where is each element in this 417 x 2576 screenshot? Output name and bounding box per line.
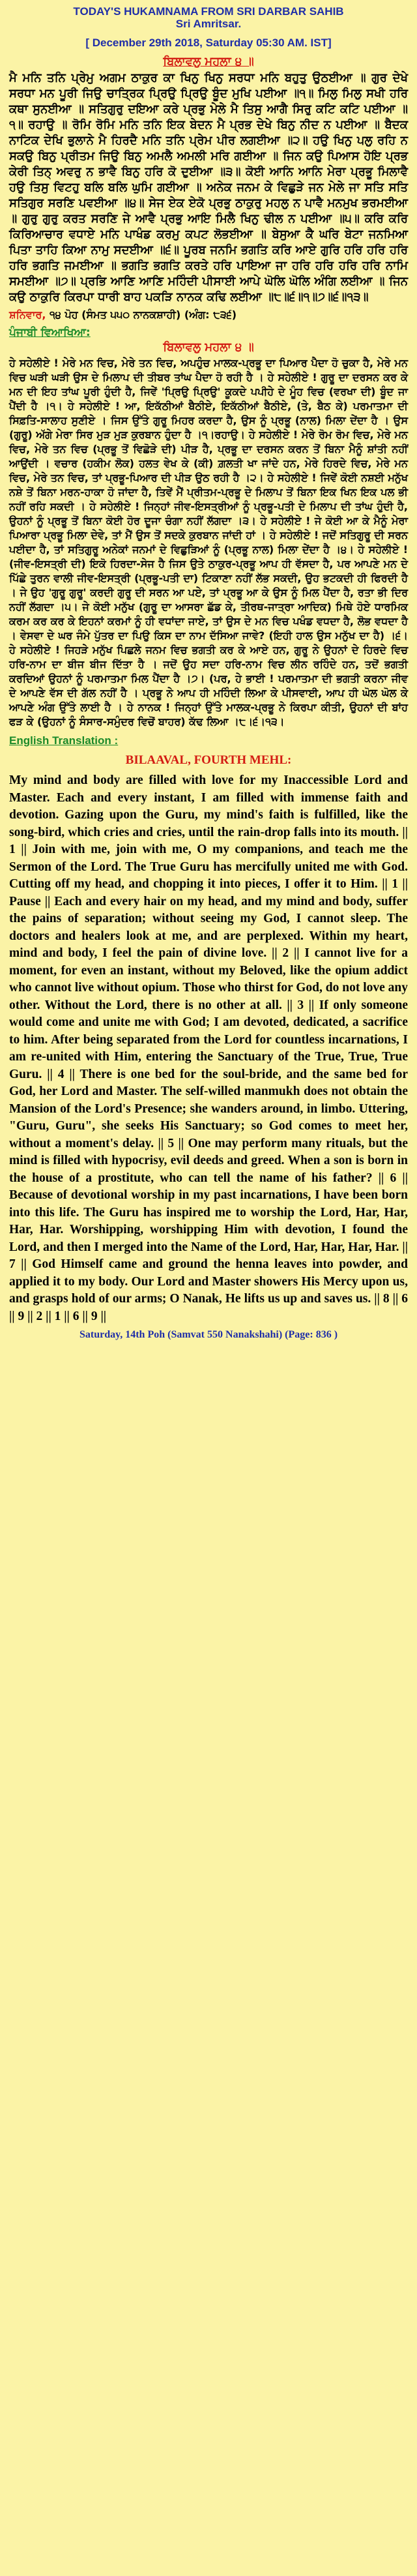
gurbani-reference: [9, 308, 408, 322]
gurbani-title: ਬਿਲਾਵਲੁ ਮਹਲਾ ੪ ॥: [163, 55, 254, 68]
english-title: BILAAVAL, FOURTH MEHL:: [125, 753, 292, 767]
punjabi-section-label: ਪੰਜਾਬੀ ਵਿਆਖਿਆ:: [9, 326, 91, 339]
date-line: [ December 29th 2018, Saturday 05:30 AM. IST]: [85, 37, 332, 49]
english-section-label: English Translation :: [9, 734, 119, 747]
location-subtitle: Sri Amritsar.: [175, 18, 242, 30]
english-text: My mind and body are filled with love for my Inaccessible Lord and Master. Each and every instant, I am filled with immense faith and devotion. Gazing upon the Guru, my mind's faith is fulfilled, like the song-bird, which cries and cries, until the rain-drop falls into its mouth. || 1 || Join with me, join with me, O my companions, and teach me the Sermon of the Lord. The True Guru has mercifully united me with God. Cutting off my head, and chopping it into pieces, I offer it to Him. || 1 || Pause || Each and every hair on my head, and my mind and body, suffer the pains of separation; without seeing my God, I cannot sleep. The doctors and healers look at me, and are perplexed. Within my heart, mind and body, I feel the pain of divine love. || 2 || I cannot live for a moment, for even an instant, without my Beloved, like the opium addict who cannot live without opium. Those who thirst for God, do not love any other. Without the Lord, there is no other at all. || 3 || If only someone would come and unite me with God; I am devoted, dedicated, a sacrifice to him. After being separated from the Lord for countless incarnations, I am re-united with Him, entering the Sanctuary of the True, True, True Guru. || 4 || There is one bed for the soul-bride, and the same bed for God, her Lord and Master. The self-willed manmukh does not obtain the Mansion of the Lord's Presence; she wanders around, in limbo. Uttering, "Guru, Guru", she seeks His Sanctuary; so God comes to meet her, without a moment's delay. || 5 || One may perform many rituals, but the mind is filled with hypocrisy, evil deeds and greed. When a son is born in the house of a prostitute, who can tell the name of his father? || 6 || Because of devotional worship in my past incarnations, I have been born into this life. The Guru has inspired me to worship the Lord, Har, Har, Har, Har. Worshipping, worshipping Him with devotion, I found the Lord, and then I merged into the Name of the Lord, Har, Har, Har, Har. || 7 || God Himself came and ground the henna leaves into powder, and applied it to my body. Our Lord and Master showers His Mercy upon us, and grasps hold of our arms; O Nanak, He lifts us up and saves us. || 8 || 6 || 9 || 2 || 1 || 6 || 9 ||: [9, 773, 408, 1323]
page-header: [9, 5, 408, 51]
page-footer: Saturday, 14th Poh (Samvat 550 Nanakshahi) (Page: 836 ): [79, 1329, 338, 1340]
reference-day: ਸ਼ਨਿਵਾਰ,: [9, 308, 46, 321]
punjabi-text: ਹੇ ਸਹੇਲੀਏ ! ਮੇਰੇ ਮਨ ਵਿਚ, ਮੇਰੇ ਤਨ ਵਿਚ, ਅਪਹੁੰਚ ਮਾਲਕ-ਪ੍ਰਭੂ ਦਾ ਪਿਆਰ ਪੈਦਾ ਹੋ ਚੁਕਾ ਹੈ, ਮੇਰੇ ਮਨ ਵਿਚ ਘੜੀ ਘੜੀ ਉਸ ਦੇ ਮਿਲਾਪ ਦੀ ਤੀਬਰ ਤਾਂਘ ਪੈਦਾ ਹੋ ਰਹੀ ਹੈ । ਹੇ ਸਹੇਲੀਏ ! ਗੁਰੂ ਦਾ ਦਰਸਨ ਕਰ ਕੇ ਮਨ ਦੀ ਇਹ ਤਾਂਘ ਪੂਰੀ ਹੁੰਦੀ ਹੈ, ਜਿਵੇਂ 'ਪ੍ਰਿਉ ਪ੍ਰਿਉ' ਕੂਕਦੇ ਪਪੀਹੇ ਦੇ ਮੂੰਹ ਵਿਚ (ਵਰਖਾ ਦੀ) ਬੂੰਦ ਜਾ ਪੈਂਦੀ ਹੈ ।੧। ਹੇ ਸਹੇਲੀਏ ! ਆ, ਇਕੱਠੀਆਂ ਬੈਠੀਏ, ਇਕੱਠੀਆਂ ਬੈਠੀਏ, (ਤੇ, ਬੈਠ ਕੇ) ਪਰਮਾਤਮਾ ਦੀ ਸਿਫ਼ਤਿ-ਸਾਲਾਹ ਸੁਣੀਏ । ਜਿਸ ਉੱਤੇ ਗੁਰੂ ਮਿਹਰ ਕਰਦਾ ਹੈ, ਉਸ ਨੂੰ ਪ੍ਰਭੂ (ਨਾਲ) ਮਿਲਾ ਦੇਂਦਾ ਹੈ । ਉਸ (ਗੁਰੂ) ਅੱਗੇ ਮੇਰਾ ਸਿਰ ਮੁੜ ਮੁੜ ਕੁਰਬਾਨ ਹੁੰਦਾ ਹੈ ।੧।ਰਹਾਉ। ਹੇ ਸਹੇਲੀਏ ! ਮੇਰੇ ਰੋਮ ਰੋਮ ਵਿਚ, ਮੇਰੇ ਮਨ ਵਿਚ, ਮੇਰੇ ਤਨ ਵਿਚ (ਪ੍ਰਭੂ ਤੋਂ ਵਿਛੋੜੇ ਦੀ) ਪੀੜ ਹੈ, ਪ੍ਰਭੂ ਦਾ ਦਰਸਨ ਕਰਨ ਤੋਂ ਬਿਨਾ ਮੈਨੂੰ ਸ਼ਾਂਤੀ ਨਹੀਂ ਆਉਂਦੀ । ਵਚਾਰ (ਹਕੀਮ ਲੋਕ) ਹਲਤ ਵੇਖ ਕੇ (ਕੀ) ਗ਼ਲਤੀ ਖਾ ਜਾਂਦੇ ਹਨ, ਮੇਰੇ ਹਿਰਦੇ ਵਿਚ, ਮੇਰੇ ਮਨ ਵਿਚ, ਮੇਰੇ ਤਨ ਵਿਚ, ਤਾਂ ਪ੍ਰਭੂ-ਪਿਆਰ ਦੀ ਪੀੜ ਉਠ ਰਹੀ ਹੈ ।੨। ਹੇ ਸਹੇਲੀਏ ! ਜਿਵੇਂ ਕੋਈ ਨਸ਼ਈ ਮਨੁੱਖ ਨਸ਼ੇ ਤੋਂ ਬਿਨਾ ਮਰਨ-ਹਾਕਾ ਹੋ ਜਾਂਦਾ ਹੈ, ਤਿਵੇਂ ਮੈਂ ਪ੍ਰੀਤਮ-ਪ੍ਰਭੂ ਦੇ ਮਿਲਾਪ ਤੋਂ ਬਿਨਾ ਇਕ ਖਿਨ ਇਕ ਪਲ ਭੀ ਨਹੀਂ ਰਹਿ ਸਕਦੀ । ਹੇ ਸਹੇਲੀਏ ! ਜਿਨ੍ਹਾਂ ਜੀਵ-ਇਸਤ੍ਰੀਆਂ ਨੂੰ ਪ੍ਰਭੂ-ਪਤੀ ਦੇ ਮਿਲਾਪ ਦੀ ਤਾਂਘ ਹੁੰਦੀ ਹੈ, ਉਹਨਾਂ ਨੂੰ ਪ੍ਰਭੂ ਤੋਂ ਬਿਨਾ ਕੋਈ ਹੋਰ ਦੂਜਾ ਚੰਗਾ ਨਹੀਂ ਲੱਗਦਾ ।੩। ਹੇ ਸਹੇਲੀਏ ! ਜੇ ਕੋਈ ਆ ਕੇ ਮੈਨੂੰ ਮੇਰਾ ਪਿਆਰਾ ਪ੍ਰਭੂ ਮਿਲਾ ਦੇਵੇ, ਤਾਂ ਮੈਂ ਉਸ ਤੋਂ ਸਦਕੇ ਕੁਰਬਾਨ ਜਾਂਦੀ ਹਾਂ । ਹੇ ਸਹੇਲੀਏ ! ਜਦੋਂ ਸਤਿਗੁਰੂ ਦੀ ਸਰਨ ਪਈਦਾ ਹੈ, ਤਾਂ ਸਤਿਗੁਰੂ ਅਨੇਕਾਂ ਜਨਮਾਂ ਦੇ ਵਿਛੁੜਿਆਂ ਨੂੰ (ਪ੍ਰਭੂ ਨਾਲ) ਮਿਲਾ ਦੇਂਦਾ ਹੈ ।੪। ਹੇ ਸਹੇਲੀਏ ! (ਜੀਵ-ਇਸਤ੍ਰੀ ਦੀ) ਇਕੋ ਹਿਰਦਾ-ਸੇਜ ਹੈ ਜਿਸ ਉਤੇ ਠਾਕੁਰ-ਪ੍ਰਭੂ ਆਪ ਹੀ ਵੱਸਦਾ ਹੈ, ਪਰ ਆਪਣੇ ਮਨ ਦੇ ਪਿੱਛੇ ਤੁਰਨ ਵਾਲੀ ਜੀਵ-ਇਸਤ੍ਰੀ (ਪ੍ਰਭੂ-ਪਤੀ ਦਾ) ਟਿਕਾਣਾ ਨਹੀਂ ਲੱਭ ਸਕਦੀ, ਉਹ ਭਟਕਦੀ ਹੀ ਫਿਰਦੀ ਹੈ । ਜੇ ਉਹ 'ਗੁਰੂ ਗੁਰੂ' ਕਰਦੀ ਗੁਰੂ ਦੀ ਸਰਨ ਆ ਪਏ, ਤਾਂ ਪ੍ਰਭੂ ਆ ਕੇ ਉਸ ਨੂੰ ਮਿਲ ਪੈਂਦਾ ਹੈ, ਰਤਾ ਭੀ ਦਿਰ ਨਹੀਂ ਲੱਗਦਾ ।੫। ਜੇ ਕੋਈ ਮਨੁੱਖ (ਗੁਰੂ ਦਾ ਆਸਰਾ ਛੱਡ ਕੇ, ਤੀਰਥ-ਜਾਤ੍ਰਾ ਆਦਿਕ) ਮਿਥੇ ਹੋਏ ਧਾਰਮਿਕ ਕਰਮ ਕਰ ਕਰ ਕੇ ਇਹਨਾਂ ਕਰਮਾਂ ਨੂੰ ਹੀ ਵਧਾਂਦਾ ਜਾਏ, ਤਾਂ ਉਸ ਦੇ ਮਨ ਵਿਚ ਪਖੰਡ ਵਧਦਾ ਹੈ, ਲੋਭ ਵਧਦਾ ਹੈ । ਵੇਸਵਾ ਦੇ ਘਰ ਜੰਮੇ ਪੁੱਤਰ ਦਾ ਪਿਉ ਕਿਸ ਦਾ ਨਾਮ ਦੱਸਿਆ ਜਾਵੇ? (ਇਹੀ ਹਾਲ ਉਸ ਮਨੁੱਖ ਦਾ ਹੈ) ।੬। ਹੇ ਸਹੇਲੀਏ ! ਜਿਹੜੇ ਮਨੁੱਖ ਪਿਛਲੇ ਜਨਮ ਵਿਚ ਭਗਤੀ ਕਰ ਕੇ ਆਏ ਹਨ, ਗੁਰੂ ਨੇ ਉਹਨਾਂ ਦੇ ਹਿਰਦੇ ਵਿਚ ਹਰਿ-ਨਾਮ ਦਾ ਬੀਜ ਬੀਜ ਦਿੱਤਾ ਹੈ । ਜਦੋਂ ਉਹ ਸਦਾ ਹਰਿ-ਨਾਮ ਵਿਚ ਲੀਨ ਰਹਿੰਦੇ ਹਨ, ਤਦੋਂ ਭਗਤੀ ਕਰਦਿਆਂ ਉਹਨਾਂ ਨੂੰ ਪਰਮਾਤਮਾ ਮਿਲ ਪੈਂਦਾ ਹੈ ।੭। (ਪਰ, ਹੇ ਭਾਈ ! ਪਰਮਾਤਮਾ ਦੀ ਭਗਤੀ ਕਰਨਾ ਜੀਵ ਦੇ ਆਪਣੇ ਵੱਸ ਦੀ ਗੱਲ ਨਹੀਂ ਹੈ । ਪ੍ਰਭੂ ਨੇ ਆਪ ਹੀ ਮਹਿੰਦੀ ਲਿਆ ਕੇ ਪੀਸਵਾਈ, ਆਪ ਹੀ ਘੋਲ ਘੋਲ ਕੇ ਆਪਣੇ ਅੰਗ ਉੱਤੇ ਲਾਈ ਹੈ । ਹੇ ਨਾਨਕ ! ਜਿਨ੍ਹਾਂ ਉੱਤੇ ਮਾਲਕ-ਪ੍ਰਭੂ ਨੇ ਕਿਰਪਾ ਕੀਤੀ, ਉਹਨਾਂ ਦੀ ਬਾਂਹ ਫੜ ਕੇ (ਉਹਨਾਂ ਨੂੰ ਸੰਸਾਰ-ਸਮੁੰਦਰ ਵਿਚੋਂ ਬਾਹਰ) ਕੱਢ ਲਿਆ ।੮।੬।੧੩।: [9, 357, 408, 728]
punjabi-title: ਬਿਲਾਵਲੁ ਮਹਲਾ ੪ ॥: [163, 340, 254, 354]
gurbani-text: ਮੈ ਮਨਿ ਤਨਿ ਪ੍ਰੇਮੁ ਅਗਮ ਠਾਕੁਰ ਕਾ ਖਿਨੁ ਖਿਨੁ ਸਰਧਾ ਮਨਿ ਬਹੁਤੁ ਉਠਈਆ ॥ ਗੁਰ ਦੇਖੇ ਸਰਧਾ ਮਨ ਪੂਰੀ ਜਿਉ ਚਾਤ੍ਰਿਕ ਪ੍ਰਿਉ ਪ੍ਰਿਉ ਬੂੰਦ ਮੁਖਿ ਪਈਆ ॥੧॥ ਮਿਲੁ ਮਿਲੁ ਸਖੀ ਹਰਿ ਕਥਾ ਸੁਨਈਆ ॥ ਸਤਿਗੁਰੁ ਦਇਆ ਕਰੇ ਪ੍ਰਭੁ ਮੇਲੇ ਮੈ ਤਿਸੁ ਆਗੈ ਸਿਰੁ ਕਟਿ ਕਟਿ ਪਈਆ ॥੧॥ ਰਹਾਉ ॥ ਰੋਮਿ ਰੋਮਿ ਮਨਿ ਤਨਿ ਇਕ ਬੇਦਨ ਮੈ ਪ੍ਰਭ ਦੇਖੇ ਬਿਨੁ ਨੀਦ ਨ ਪਈਆ ॥ ਬੈਦਕ ਨਾਟਿਕ ਦੇਖਿ ਭੁਲਾਨੇ ਮੈ ਹਿਰਦੈ ਮਨਿ ਤਨਿ ਪ੍ਰੇਮ ਪੀਰ ਲਗਈਆ ॥੨॥ ਹਉ ਖਿਨੁ ਪਲੁ ਰਹਿ ਨ ਸਕਉ ਬਿਨੁ ਪ੍ਰੀਤਮ ਜਿਉ ਬਿਨੁ ਅਮਲੈ ਅਮਲੀ ਮਰਿ ਗਈਆ ॥ ਜਿਨ ਕਉ ਪਿਆਸ ਹੋਇ ਪ੍ਰਭ ਕੇਰੀ ਤਿਨ੍ ਅਵਰੁ ਨ ਭਾਵੈ ਬਿਨੁ ਹਰਿ ਕੋ ਦੁਈਆ ॥੩॥ ਕੋਈ ਆਨਿ ਆਨਿ ਮੇਰਾ ਪ੍ਰਭੂ ਮਿਲਾਵੈ ਹਉ ਤਿਸੁ ਵਿਟਹੁ ਬਲਿ ਬਲਿ ਘੁਮਿ ਗਈਆ ॥ ਅਨੇਕ ਜਨਮ ਕੇ ਵਿਛੁੜੇ ਜਨ ਮੇਲੇ ਜਾ ਸਤਿ ਸਤਿ ਸਤਿਗੁਰ ਸਰਣਿ ਪਵਈਆ ॥੪॥ ਸੇਜ ਏਕ ਏਕੋ ਪ੍ਰਭੁ ਠਾਕੁਰੁ ਮਹਲੁ ਨ ਪਾਵੈ ਮਨਮੁਖ ਭਰਮਈਆ ॥ ਗੁਰੁ ਗੁਰੁ ਕਰਤ ਸਰਣਿ ਜੇ ਆਵੈ ਪ੍ਰਭੁ ਆਇ ਮਿਲੈ ਖਿਨੁ ਢੀਲ ਨ ਪਈਆ ॥੫॥ ਕਰਿ ਕਰਿ ਕਿਰਿਆਚਾਰ ਵਧਾਏ ਮਨਿ ਪਾਖੰਡ ਕਰਮੁ ਕਪਟ ਲੋਭਈਆ ॥ ਬੇਸੁਆ ਕੈ ਘਰਿ ਬੇਟਾ ਜਨਮਿਆ ਪਿਤਾ ਤਾਹਿ ਕਿਆ ਨਾਮੁ ਸਦਈਆ ॥੬॥ ਪੂਰਬ ਜਨਮਿ ਭਗਤਿ ਕਰਿ ਆਏ ਗੁਰਿ ਹਰਿ ਹਰਿ ਹਰਿ ਹਰਿ ਭਗਤਿ ਜਮਈਆ ॥ ਭਗਤਿ ਭਗਤਿ ਕਰਤੇ ਹਰਿ ਪਾਇਆ ਜਾ ਹਰਿ ਹਰਿ ਹਰਿ ਹਰਿ ਨਾਮਿ ਸਮਈਆ ॥੭॥ ਪ੍ਰਭਿ ਆਣਿ ਆਣਿ ਮਹਿੰਦੀ ਪੀਸਾਈ ਆਪੇ ਘੋਲਿ ਘੋਲਿ ਅੰਗਿ ਲਈਆ ॥ ਜਿਨ ਕਉ ਠਾਕੁਰਿ ਕਿਰਪਾ ਧਾਰੀ ਬਾਹ ਪਕੜਿ ਨਾਨਕ ਕਢਿ ਲਈਆ ॥੮॥੬॥੧॥੭॥੬॥੧੩॥: [9, 71, 408, 304]
reference-details: ੧੪ ਪੋਹ (ਸੰਮਤ ੫੫੦ ਨਾਨਕਸ਼ਾਹੀ) (ਅੰਗ: ੮੩੬): [46, 308, 237, 321]
page-title: TODAY'S HUKAMNAMA FROM SRI DARBAR SAHIB: [73, 5, 344, 18]
